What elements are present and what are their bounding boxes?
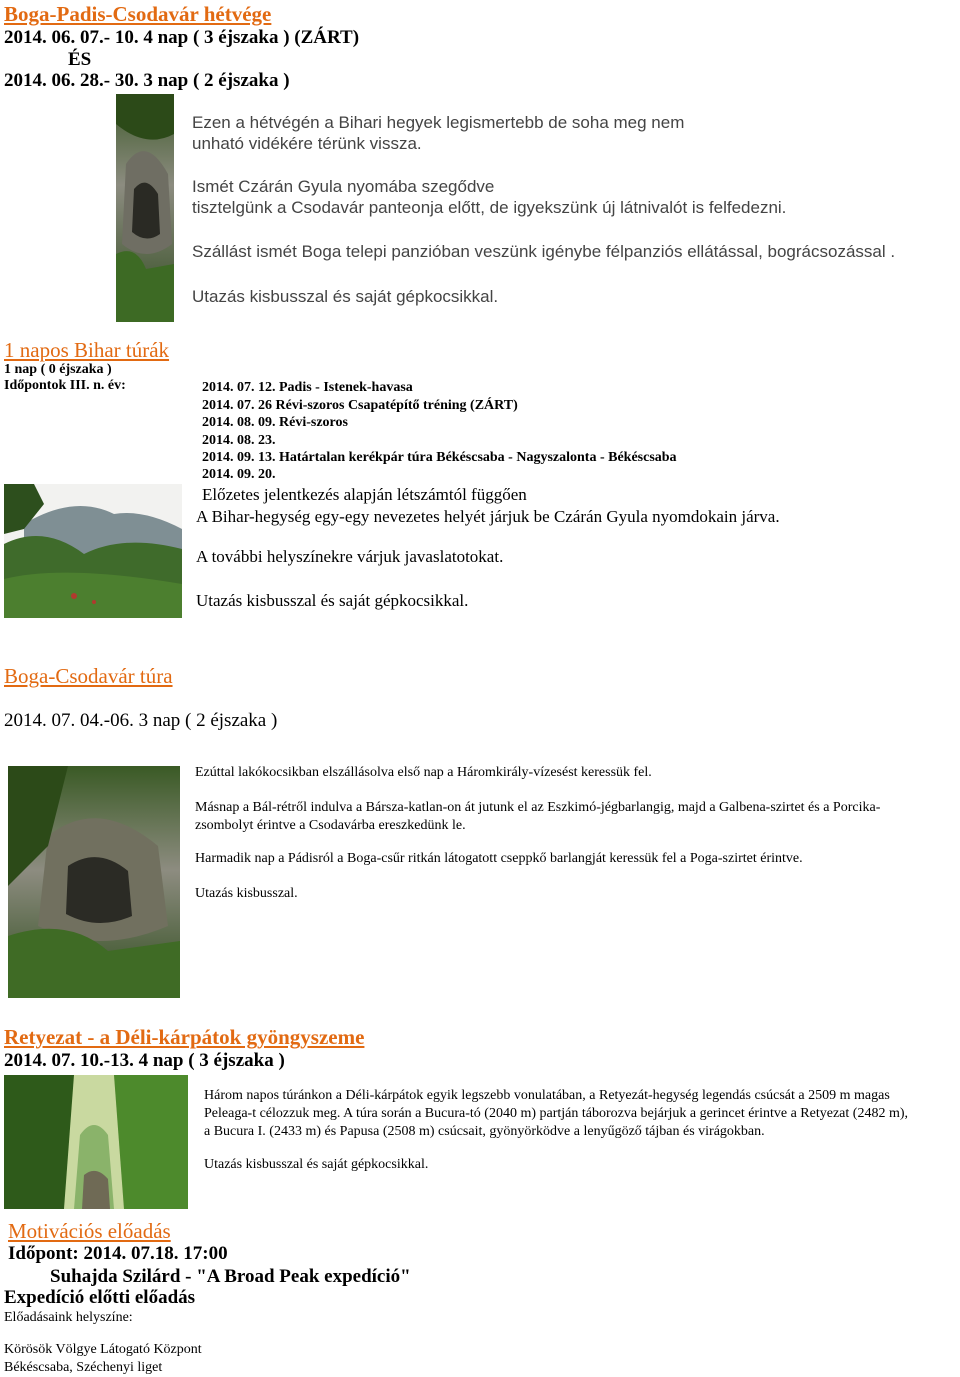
mountain-valley-photo [4, 484, 182, 618]
paragraph: Utazás kisbusszal és saját gépkocsikkal. [192, 287, 499, 306]
paragraph: Utazás kisbusszal és saját gépkocsikkal. [204, 1157, 429, 1172]
section-date: 2014. 07. 04.-06. 3 nap ( 2 éjszaka ) [4, 710, 278, 731]
date-item: 2014. 08. 23. [202, 433, 276, 448]
paragraph: Peleaga-t célozzuk meg. A túra során a Bucura-tó (2040 m) partján táborozva bejárjuk a gerincet érintve a Retyezat (2482 m), [204, 1106, 908, 1121]
venue-address: Békéscsaba, Széchenyi liget [4, 1360, 163, 1375]
section-title-boga-csodavar[interactable]: Boga-Csodavár túra [4, 664, 173, 688]
venue-label: Előadásaink helyszíne: [4, 1310, 133, 1325]
date-item: 2014. 07. 12. Padis - Istenek-havasa [202, 380, 413, 395]
event-subtitle: Expedíció előtti előadás [4, 1287, 196, 1308]
paragraph: Harmadik nap a Pádisról a Boga-csűr ritkán látogatott cseppkő barlangját keressük fel a Poga-szirtet érintve. [195, 851, 803, 866]
section-subtitle: 1 nap ( 0 éjszaka ) [4, 362, 112, 377]
paragraph: unható vidékére térünk vissza. [192, 134, 422, 153]
paragraph: A Bihar-hegység egy-egy nevezetes helyét járjuk be Czárán Gyula nyomdokain járva. [196, 507, 780, 526]
section-title-bihar-turak[interactable]: 1 napos Bihar túrák [4, 338, 170, 362]
date-item: 2014. 09. 13. Határtalan kerékpár túra Békéscsaba - Nagyszalonta - Békéscsaba [202, 450, 677, 465]
date-item: 2014. 08. 09. Révi-szoros [202, 415, 348, 430]
dates-label: Időpontok III. n. év: [4, 378, 126, 393]
section-date: 2014. 06. 07.- 10. 4 nap ( 3 éjszaka ) (ZÁRT) [4, 27, 360, 48]
section-title-retyezat[interactable]: Retyezat - a Déli-kárpátok gyöngyszeme [4, 1025, 365, 1049]
section-title-boga-padis[interactable]: Boga-Padis-Csodavár hétvége [4, 2, 272, 26]
event-speaker: Suhajda Szilárd - "A Broad Peak expedíció" [50, 1266, 411, 1287]
section-title-motivacios[interactable]: Motivációs előadás [8, 1219, 171, 1243]
paragraph: a Bucura I. (2433 m) és Papusa (2508 m) csúcsait, gyönyörködve a lenyűgöző tájban és virágokban. [204, 1124, 765, 1139]
date-item: 2014. 09. 20. [202, 467, 276, 482]
section-date-connector: ÉS [68, 49, 92, 70]
paragraph: tisztelgünk a Csodavár panteonja előtt, de igyekszünk új látnivalót is felfedezni. [192, 198, 787, 217]
paragraph: A további helyszínekre várjuk javaslatotokat. [196, 547, 504, 566]
paragraph: Másnap a Bál-rétről indulva a Bársza-katlan-on át jutunk el az Eszkimó-jégbarlangig, majd a Galbena-szirtet és a Porcika- [195, 800, 881, 815]
paragraph: Utazás kisbusszal és saját gépkocsikkal. [196, 591, 469, 610]
paragraph: Szállást ismét Boga telepi panzióban veszünk igénybe félpanziós ellátással, bográcsozással . [192, 242, 896, 261]
date-item: 2014. 07. 26 Révi-szoros Csapatépítő tréning (ZÁRT) [202, 398, 518, 413]
paragraph: Ezen a hétvégén a Bihari hegyek legismertebb de soha meg nem [192, 113, 685, 132]
venue-name: Körösök Völgye Látogató Központ [4, 1342, 202, 1357]
paragraph: Előzetes jelentkezés alapján létszámtól függően [202, 485, 527, 504]
paragraph: Utazás kisbusszal. [195, 886, 298, 901]
cave-photo [8, 766, 180, 998]
paragraph: Ismét Czárán Gyula nyomába szegődve [192, 177, 495, 196]
section-date: 2014. 07. 10.-13. 4 nap ( 3 éjszaka ) [4, 1050, 285, 1071]
section-date: 2014. 06. 28.- 30. 3 nap ( 2 éjszaka ) [4, 70, 290, 91]
paragraph: Három napos túránkon a Déli-kárpátok egyik legszebb vonulatában, a Retyezát-hegység legendás csúcsát a 2509 m magas [204, 1088, 890, 1103]
event-time: Időpont: 2014. 07.18. 17:00 [8, 1243, 228, 1264]
gorge-photo [4, 1075, 188, 1209]
cave-photo [116, 94, 174, 322]
paragraph: zsombolyt érintve a Csodavárba ereszkedünk le. [195, 818, 466, 833]
paragraph: Ezúttal lakókocsikban elszállásolva első nap a Háromkirály-vízesést keressük fel. [195, 765, 652, 780]
